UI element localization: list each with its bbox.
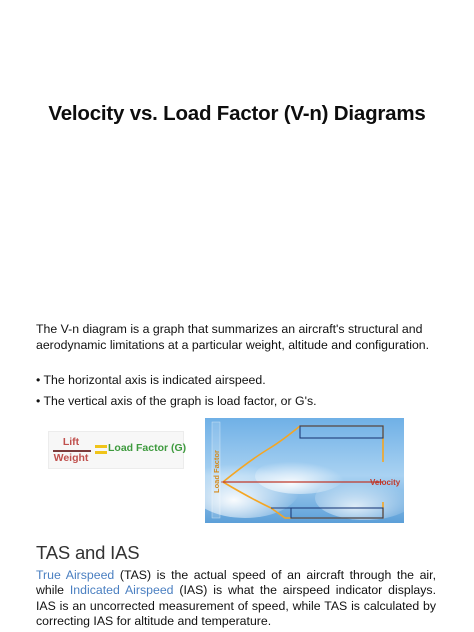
equals-sign-bottom xyxy=(95,451,107,454)
load-factor-formula xyxy=(48,431,187,469)
vn-diagram xyxy=(205,418,404,523)
formula-numerator: Lift xyxy=(62,436,80,448)
section-heading: TAS and IAS xyxy=(36,542,140,563)
page-title: Velocity vs. Load Factor (V-n) Diagrams xyxy=(48,102,426,125)
equals-sign-top xyxy=(95,445,107,448)
formula-denominator: Weight xyxy=(53,452,89,464)
bullet-horizontal-axis: • The horizontal axis is indicated airspeed. xyxy=(36,373,266,387)
formula-result: Load Factor (G) xyxy=(108,442,187,454)
paragraph-part-1: (TAS) is the actual speed of an aircraft through the air, while xyxy=(36,568,436,598)
intro-paragraph: The V-n diagram is a graph that summarizes an aircraft's structural and aerodynamic limitations at a particular weight, altitude and configuration. xyxy=(36,322,430,352)
indicated-airspeed-term: Indicated Airspeed xyxy=(69,583,174,598)
paragraph-part-2: (IAS) is what the airspeed indicator displays. IAS is an uncorrected measurement of speed, while TAS is calculated by correcting IAS for altitude and temperature. xyxy=(36,583,436,629)
x-axis-label: Velocity xyxy=(370,478,401,487)
y-axis-label: Load Factor xyxy=(212,450,221,493)
true-airspeed-term: True Airspeed xyxy=(36,568,115,582)
tas-ias-paragraph xyxy=(36,568,436,630)
bullet-vertical-axis: • The vertical axis of the graph is load factor, or G's. xyxy=(36,394,317,408)
